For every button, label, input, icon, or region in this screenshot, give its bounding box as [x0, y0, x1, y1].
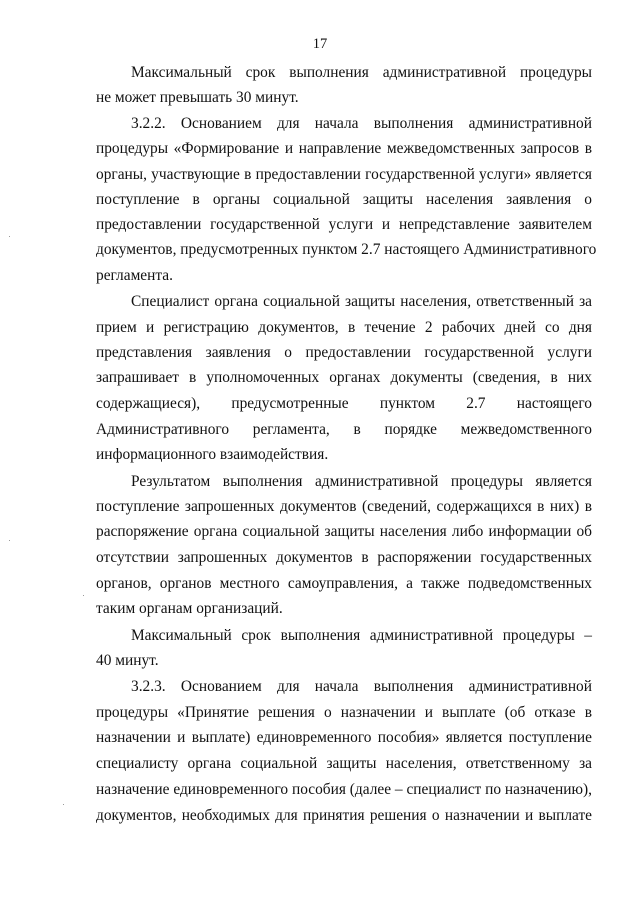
text-line: Максимальный срок выполнения административной процедуры –	[131, 627, 592, 644]
scan-speck	[83, 595, 84, 596]
text-line: прием и регистрацию документов, в течение 2 рабочих дней со дня	[96, 319, 592, 336]
text-line: поступление запрошенных документов (сведений, содержащихся в них) в	[96, 498, 592, 515]
text-line: распоряжение органа социальной защиты населения либо информации об	[96, 523, 592, 540]
scan-speck	[9, 540, 10, 541]
text-line: Результатом выполнения административной процедуры является	[131, 473, 592, 490]
text-line: запрашивает в уполномоченных органах документы (сведения, в них	[96, 369, 592, 386]
text-line: 3.2.2. Основанием для начала выполнения административной	[131, 115, 592, 132]
text-line: назначении и выплате) единовременного пособия» является поступление	[96, 729, 592, 746]
text-line: органов, органов местного самоуправления, а также подведомственных	[96, 575, 592, 592]
page-number: 17	[312, 36, 328, 52]
text-line: не может превышать 30 минут.	[96, 89, 299, 106]
scan-speck	[63, 804, 64, 805]
text-line: представления заявления о предоставлении государственной услуги	[96, 344, 592, 361]
text-line: документов, предусмотренных пунктом 2.7 настоящего Административного	[96, 241, 597, 258]
text-line: информационного взаимодействия.	[96, 446, 329, 463]
scan-speck	[9, 236, 10, 237]
text-line: поступление в органы социальной защиты населения заявления о	[96, 191, 592, 208]
text-line: Административного регламента, в порядке межведомственного	[96, 421, 592, 438]
text-line: специалисту органа социальной защиты населения, ответственному за	[96, 755, 592, 772]
text-line: процедуры «Формирование и направление межведомственных запросов в	[96, 140, 592, 157]
text-line: процедуры «Принятие решения о назначении и выплате (об отказе в	[96, 704, 592, 721]
text-line: содержащиеся), предусмотренные пунктом 2.7 настоящего	[96, 395, 592, 412]
text-line: органы, участвующие в предоставлении государственной услуги» является	[96, 166, 592, 183]
text-line: таким органам организаций.	[96, 600, 283, 617]
text-line: Максимальный срок выполнения административной процедуры	[131, 64, 592, 81]
text-line: отсутствии запрошенных документов в распоряжении государственных	[96, 549, 592, 566]
text-line: регламента.	[96, 267, 173, 284]
text-line: 3.2.3. Основанием для начала выполнения административной	[131, 678, 592, 695]
text-line: 40 минут.	[96, 652, 159, 669]
text-line: Специалист органа социальной защиты населения, ответственный за	[131, 293, 592, 310]
text-line: документов, необходимых для принятия решения о назначении и выплате	[96, 807, 592, 824]
text-line: назначение единовременного пособия (далее – специалист по назначению),	[96, 781, 592, 798]
text-line: предоставлении государственной услуги и непредставление заявителем	[96, 216, 592, 233]
